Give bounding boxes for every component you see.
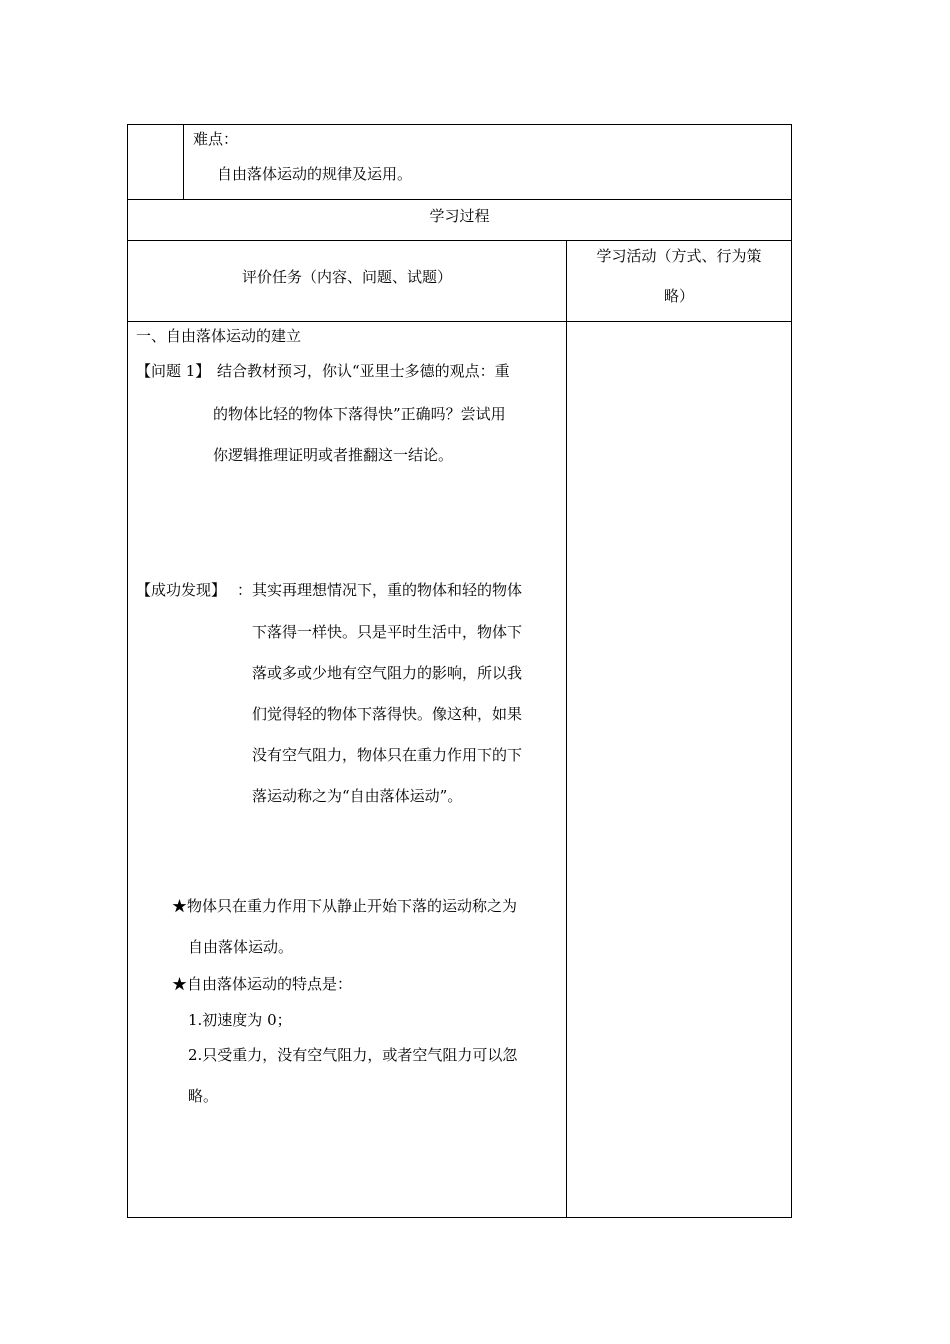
section-heading: 一、自由落体运动的建立 — [136, 327, 302, 345]
discovery-text: 下落得一样快。只是平时生活中，物体下 — [252, 623, 523, 641]
definition-text: ★物体只在重力作用下从静止开始下落的运动称之为 — [172, 897, 518, 915]
column-divider — [566, 241, 567, 1218]
discovery-label: 【成功发现】 — [136, 581, 227, 599]
row-divider — [128, 199, 791, 200]
feature-item: 2.只受重力，没有空气阻力，或者空气阻力可以忽 — [188, 1046, 518, 1064]
left-narrow-column-divider — [183, 125, 184, 200]
difficulty-label: 难点： — [193, 130, 239, 148]
row-divider — [128, 321, 791, 322]
discovery-text: ：其实再理想情况下，重的物体和轻的物体 — [237, 581, 523, 599]
difficulty-content: 自由落体运动的规律及运用。 — [217, 165, 413, 183]
question-text: 的物体比轻的物体下落得快”正确吗？尝试用 — [213, 405, 506, 423]
activity-column-header-line2: 略） — [663, 287, 694, 305]
activity-column-header-line1: 学习活动（方式、行为策 — [596, 247, 762, 265]
discovery-text: 没有空气阻力，物体只在重力作用下的下 — [252, 746, 523, 764]
task-column-header: 评价任务（内容、问题、试题） — [241, 268, 452, 286]
question-text: 你逻辑推理证明或者推翻这一结论。 — [213, 446, 454, 464]
discovery-text: 落运动称之为“自由落体运动”。 — [252, 787, 463, 805]
process-title: 学习过程 — [429, 207, 490, 225]
feature-item: 1.初速度为 0； — [188, 1011, 292, 1029]
row-divider — [128, 240, 791, 241]
features-title: ★自由落体运动的特点是： — [172, 975, 353, 993]
discovery-text: 们觉得轻的物体下落得快。像这种，如果 — [252, 705, 523, 723]
feature-item: 略。 — [188, 1087, 219, 1105]
question-label: 【问题 1】 — [136, 362, 211, 380]
discovery-text: 落或多或少地有空气阻力的影响，所以我 — [252, 664, 523, 682]
lesson-table — [127, 124, 792, 1218]
definition-text: 自由落体运动。 — [188, 938, 294, 956]
question-text: 结合教材预习，你认“亚里士多德的观点：重 — [217, 362, 510, 380]
